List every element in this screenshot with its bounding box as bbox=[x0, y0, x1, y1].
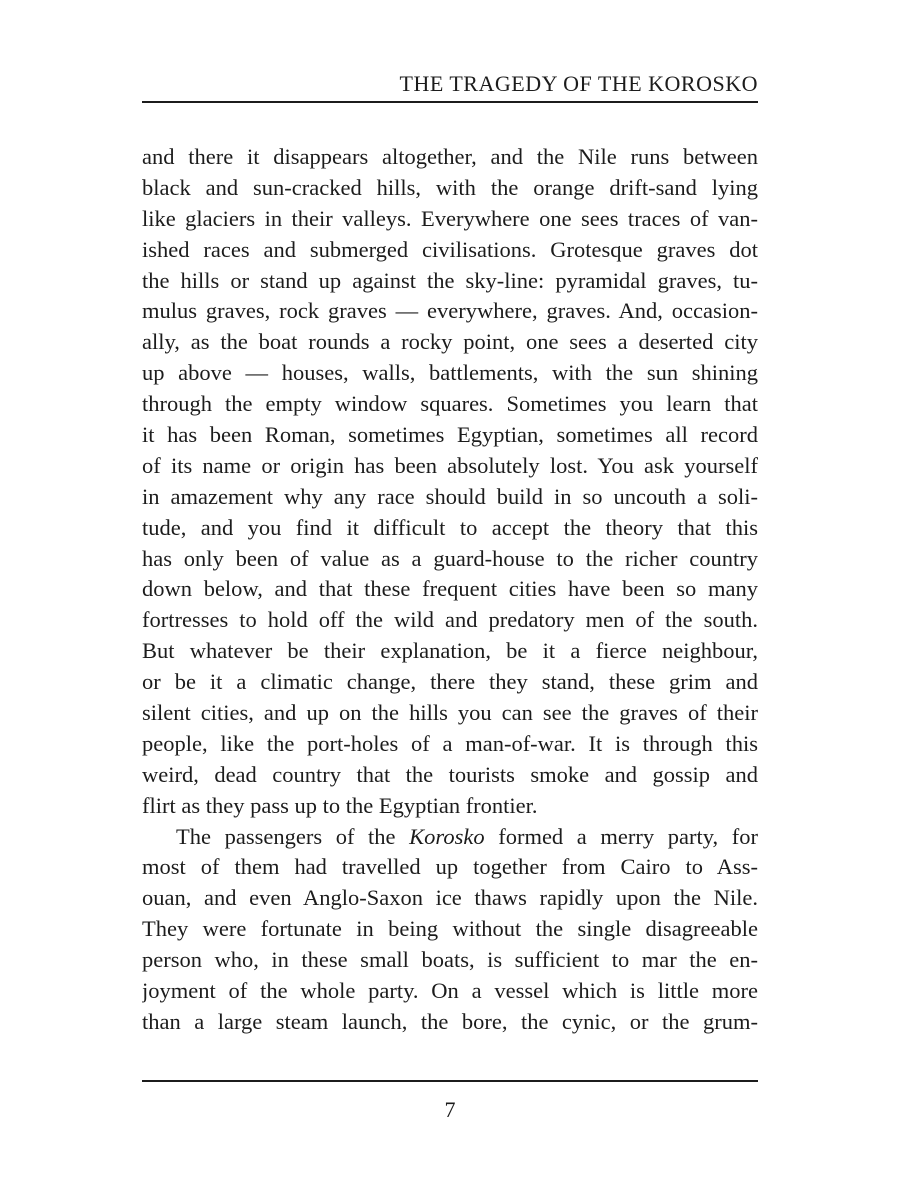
paragraph-first-line bbox=[142, 822, 758, 853]
text-line: has only been of value as a guard-house to the richer country bbox=[142, 545, 758, 571]
text-run: The passengers of the bbox=[176, 823, 410, 849]
text-line: most of them had travelled up together from Cairo to Ass- bbox=[142, 854, 758, 880]
text-line: through the empty window squares. Sometimes you learn that bbox=[142, 391, 758, 417]
text-line: like glaciers in their valleys. Everywhere one sees traces of van- bbox=[142, 205, 758, 231]
ship-name: Korosko bbox=[409, 823, 485, 849]
text-line: person who, in these small boats, is sufficient to mar the en- bbox=[142, 947, 758, 973]
text-line: of its name or origin has been absolutely lost. You ask yourself bbox=[142, 452, 758, 478]
page-number: 7 bbox=[444, 1097, 456, 1122]
text-line: mulus graves, rock graves — everywhere, graves. And, occasion- bbox=[142, 298, 758, 324]
text-line: and there it disappears altogether, and the Nile runs between bbox=[142, 144, 758, 169]
text-line: or be it a climatic change, there they stand, these grim and bbox=[142, 669, 758, 695]
text-line: ally, as the boat rounds a rocky point, one sees a deserted city bbox=[142, 329, 758, 355]
text-line: ished races and submerged civilisations. Grotesque graves dot bbox=[142, 236, 758, 262]
text-run: formed a merry party, for bbox=[484, 823, 758, 849]
running-head: THE TRAGEDY OF THE KOROSKO bbox=[399, 71, 758, 96]
text-line: up above — houses, walls, battlements, with the sun shining bbox=[142, 360, 758, 386]
header-rule bbox=[142, 101, 758, 103]
text-line: silent cities, and up on the hills you can see the graves of their bbox=[142, 700, 758, 726]
text-line: it has been Roman, sometimes Egyptian, sometimes all record bbox=[142, 422, 758, 448]
text-line: But whatever be their explanation, be it a fierce neighbour, bbox=[142, 638, 758, 664]
text-line: fortresses to hold off the wild and predatory men of the south. bbox=[142, 607, 758, 633]
text-line: weird, dead country that the tourists smoke and gossip and bbox=[142, 761, 758, 787]
text-line: than a large steam launch, the bore, the cynic, or the grum- bbox=[142, 1008, 758, 1034]
footer-rule bbox=[142, 1080, 758, 1082]
text-line: the hills or stand up against the sky-line: pyramidal graves, tu- bbox=[142, 267, 758, 293]
text-line: black and sun-cracked hills, with the orange drift-sand lying bbox=[142, 174, 758, 200]
text-line: joyment of the whole party. On a vessel which is little more bbox=[142, 978, 758, 1004]
body-text bbox=[142, 142, 758, 1038]
text-line: flirt as they pass up to the Egyptian frontier. bbox=[142, 792, 538, 818]
text-line: ouan, and even Anglo-Saxon ice thaws rapidly upon the Nile. bbox=[142, 885, 758, 911]
text-line: down below, and that these frequent cities have been so many bbox=[142, 576, 758, 602]
text-line: They were fortunate in being without the single disagreeable bbox=[142, 916, 758, 942]
text-line: tude, and you find it difficult to accept the theory that this bbox=[142, 514, 758, 540]
text-line: in amazement why any race should build in so uncouth a soli- bbox=[142, 483, 758, 509]
text-line: people, like the port-holes of a man-of-war. It is through this bbox=[142, 730, 758, 756]
